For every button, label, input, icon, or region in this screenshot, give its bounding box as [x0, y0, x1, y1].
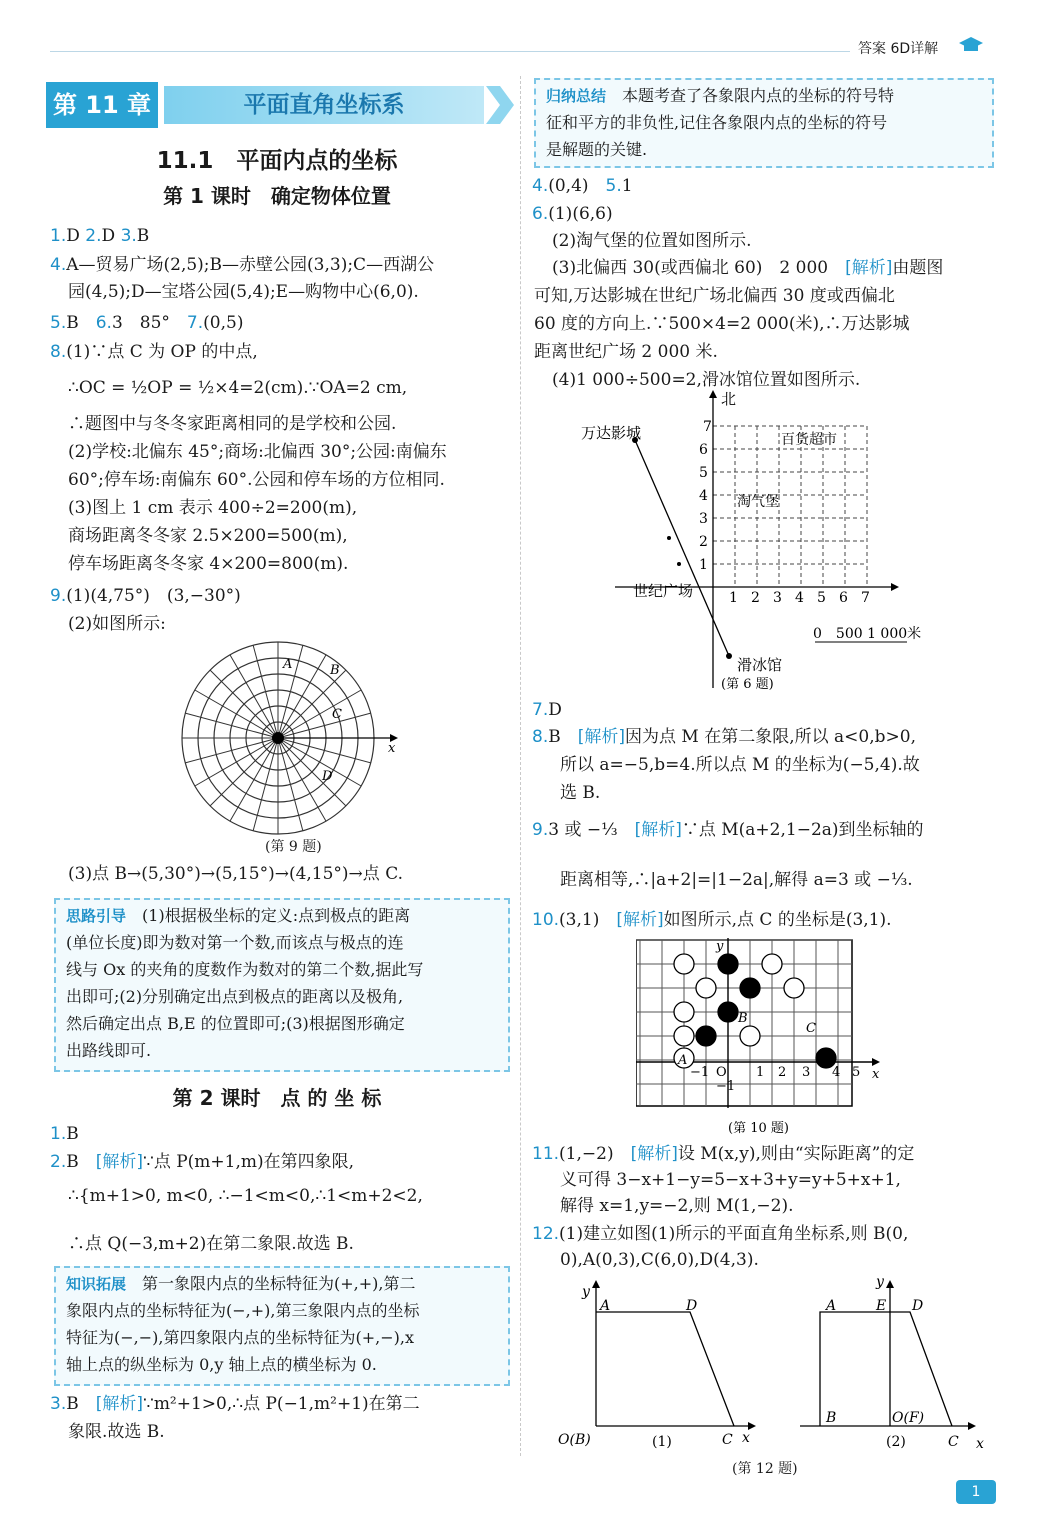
svg-text:x: x — [388, 741, 396, 756]
answers-1-3: 1.D 2.D 3.B — [50, 226, 150, 246]
q8-line4: (2)学校:北偏东 45°;商场:北偏西 30°;公园:南偏东 — [68, 442, 447, 462]
svg-text:(第 10 题): (第 10 题) — [728, 1121, 789, 1136]
lesson2-title: 第 2 课时 点 的 坐 标 — [172, 1086, 382, 1110]
svg-text:B: B — [738, 1011, 748, 1026]
lesson1-title: 第 1 课时 确定物体位置 — [163, 184, 391, 208]
svg-text:(2): (2) — [886, 1434, 906, 1450]
svg-text:−1: −1 — [716, 1079, 736, 1094]
q8-line1: (1)∵点 C 为 OP 的中点, — [66, 342, 258, 362]
section-title: 11.1 平面内点的坐标 — [156, 148, 398, 174]
svg-text:4: 4 — [832, 1065, 841, 1080]
svg-text:C: C — [332, 707, 342, 722]
svg-text:1: 1 — [756, 1065, 765, 1080]
polar-ray — [278, 670, 346, 738]
svg-text:B: B — [826, 1410, 837, 1426]
svg-text:A: A — [678, 1053, 688, 1068]
svg-text:A: A — [600, 1298, 611, 1314]
svg-text:−1: −1 — [690, 1065, 710, 1080]
polar-ray — [210, 670, 278, 738]
svg-text:y: y — [876, 1276, 884, 1290]
q8-line2: ∴OC = ½OP = ½×4=2(cm).∵OA=2 cm, — [68, 378, 408, 398]
svg-text:0 500 1 000米: 0 500 1 000米 — [813, 626, 922, 642]
q11-line3: 解得 x=1,y=−2,则 M(1,−2). — [560, 1196, 794, 1216]
fig12-caption: (第 12 题) — [732, 1461, 798, 1477]
svg-text:3: 3 — [773, 590, 782, 606]
svg-text:2: 2 — [699, 534, 708, 550]
svg-text:6: 6 — [699, 442, 708, 458]
svg-text:淘气堡: 淘气堡 — [737, 494, 779, 510]
svg-text:1: 1 — [729, 590, 738, 606]
svg-text:x: x — [742, 1430, 750, 1446]
svg-text:(1): (1) — [652, 1434, 672, 1450]
svg-text:O(B): O(B) — [558, 1432, 591, 1448]
svg-text:3: 3 — [802, 1065, 811, 1080]
svg-text:(第 6 题): (第 6 题) — [721, 677, 774, 692]
tip-box-siluyindao: 思路引导 (1)根据极坐标的定义:点到极点的距离 (单位长度)即为数对第一个数,而该点与极点的连 线与 Ox 的夹角的度数作为数对的第二个数,据此写 出即可;(2)分别确定出点到极点的距离以及极角, 然后确定出点 B,E 的位置即可;(3)根据图形确定 出路线即可. — [54, 898, 510, 1072]
p2-q3-line2: 象限.故选 B. — [68, 1422, 165, 1442]
polar-grid-figure — [180, 640, 400, 840]
tip-label: 思路引导 — [66, 907, 127, 925]
svg-text:3: 3 — [699, 511, 708, 527]
polar-ray — [230, 655, 278, 738]
svg-text:万达影城: 万达影城 — [581, 424, 642, 442]
q9-line3: (3)点 B→(5,30°)→(5,15°)→(4,15°)→点 C. — [68, 864, 404, 884]
polar-ray — [210, 738, 278, 806]
svg-text:4: 4 — [795, 590, 804, 606]
svg-text:世纪广场: 世纪广场 — [633, 582, 694, 600]
q8-line8: 停车场距离冬冬家 4×200=800(m). — [68, 554, 349, 574]
chapter-banner — [46, 82, 508, 128]
svg-text:y: y — [716, 939, 724, 954]
page-number: 1 — [956, 1480, 996, 1504]
svg-text:2: 2 — [751, 590, 760, 606]
chevron-right-icon — [486, 86, 516, 124]
svg-text:D: D — [912, 1298, 924, 1314]
polar-ray — [278, 738, 326, 821]
svg-text:B: B — [330, 663, 340, 678]
q8-line5: 60°;停车场:南偏东 60°.公园和停车场的方位相同. — [68, 470, 445, 490]
svg-text:A: A — [826, 1298, 837, 1314]
svg-text:C: C — [948, 1434, 959, 1450]
fig10-go-board — [636, 938, 886, 1138]
p2-q2-line2: ∴{m+1>0, m<0, ∴−1<m<0,∴1<m+2<2, — [68, 1186, 423, 1206]
svg-text:D: D — [322, 769, 333, 784]
svg-text:6: 6 — [839, 590, 848, 606]
q9-line1: (1)(4,75°) (3,−30°) — [66, 586, 241, 606]
q8-line3: ∴题图中与冬冬家距离相同的是学校和公园. — [68, 414, 397, 434]
svg-text:7: 7 — [861, 590, 870, 606]
svg-text:D: D — [686, 1298, 698, 1314]
fig12-coordinate-diagrams — [556, 1276, 996, 1456]
svg-text:A: A — [283, 657, 293, 672]
p2-q2-line3: ∴点 Q(−3,m+2)在第二象限.故选 B. — [68, 1234, 354, 1254]
svg-text:2: 2 — [778, 1065, 787, 1080]
polar-ray — [230, 738, 278, 821]
q4-line1: A—贸易广场(2,5);B—赤壁公园(3,3);C—西湖公 — [66, 255, 435, 275]
q12-line2: 0),A(0,3),C(6,0),D(4,3). — [560, 1250, 759, 1270]
svg-text:C: C — [722, 1432, 733, 1448]
graduation-cap-icon — [958, 36, 984, 54]
svg-text:4: 4 — [699, 488, 708, 504]
q4-line2: 园(4,5);D—宝塔公园(5,4);E—购物中心(6,0). — [68, 282, 419, 302]
svg-text:y: y — [582, 1284, 590, 1300]
polar-ray — [195, 690, 278, 738]
svg-text:E: E — [876, 1298, 887, 1314]
polar-ray — [195, 738, 278, 786]
tip-box-zhishituozhan: 知识拓展 第一象限内点的坐标特征为(+,+),第二 象限内点的坐标特征为(−,+),第三象限内点的坐标 特征为(−,−),第四象限内点的坐标特征为(+,−),x 轴上点的纵坐标为 0,y 轴上点的横坐标为 0. — [54, 1266, 510, 1386]
svg-text:百货超市: 百货超市 — [781, 432, 837, 448]
q8-line7: 商场距离冬冬家 2.5×200=500(m), — [68, 526, 348, 546]
fig6-map — [575, 388, 955, 698]
svg-text:滑冰馆: 滑冰馆 — [737, 656, 783, 674]
svg-text:1: 1 — [699, 557, 708, 573]
svg-text:C: C — [806, 1021, 816, 1036]
tip-box-guinazongjie: 归纳总结 本题考查了各象限内点的坐标的符号特 征和平方的非负性,记住各象限内点的坐标的符号 是解题的关键. — [534, 78, 994, 168]
header-rule — [50, 51, 850, 52]
svg-text:5: 5 — [852, 1065, 861, 1080]
svg-text:5: 5 — [817, 590, 826, 606]
fig9-caption: (第 9 题) — [265, 839, 322, 855]
svg-text:x: x — [872, 1067, 880, 1082]
header-answer-label: 答案 6D详解 — [858, 41, 939, 57]
chapter-title: 平面直角坐标系 — [164, 86, 484, 124]
svg-text:O: O — [716, 1065, 727, 1080]
q8-line6: (3)图上 1 cm 表示 400÷2=200(m), — [68, 498, 358, 518]
svg-text:x: x — [976, 1436, 984, 1452]
polar-ray — [278, 738, 361, 786]
svg-text:5: 5 — [699, 465, 708, 481]
svg-text:O(F): O(F) — [892, 1410, 925, 1426]
column-divider — [520, 76, 521, 1456]
q11-line2: 义可得 3−x+1−y=5−x+3+y=y+5+x+1, — [560, 1170, 901, 1190]
polar-ray — [278, 690, 361, 738]
polar-ray — [278, 738, 346, 806]
chapter-tag: 第 11 章 — [46, 82, 158, 128]
svg-text:7: 7 — [703, 419, 712, 435]
q9-line2: (2)如图所示: — [68, 614, 166, 634]
svg-text:北: 北 — [721, 390, 737, 408]
